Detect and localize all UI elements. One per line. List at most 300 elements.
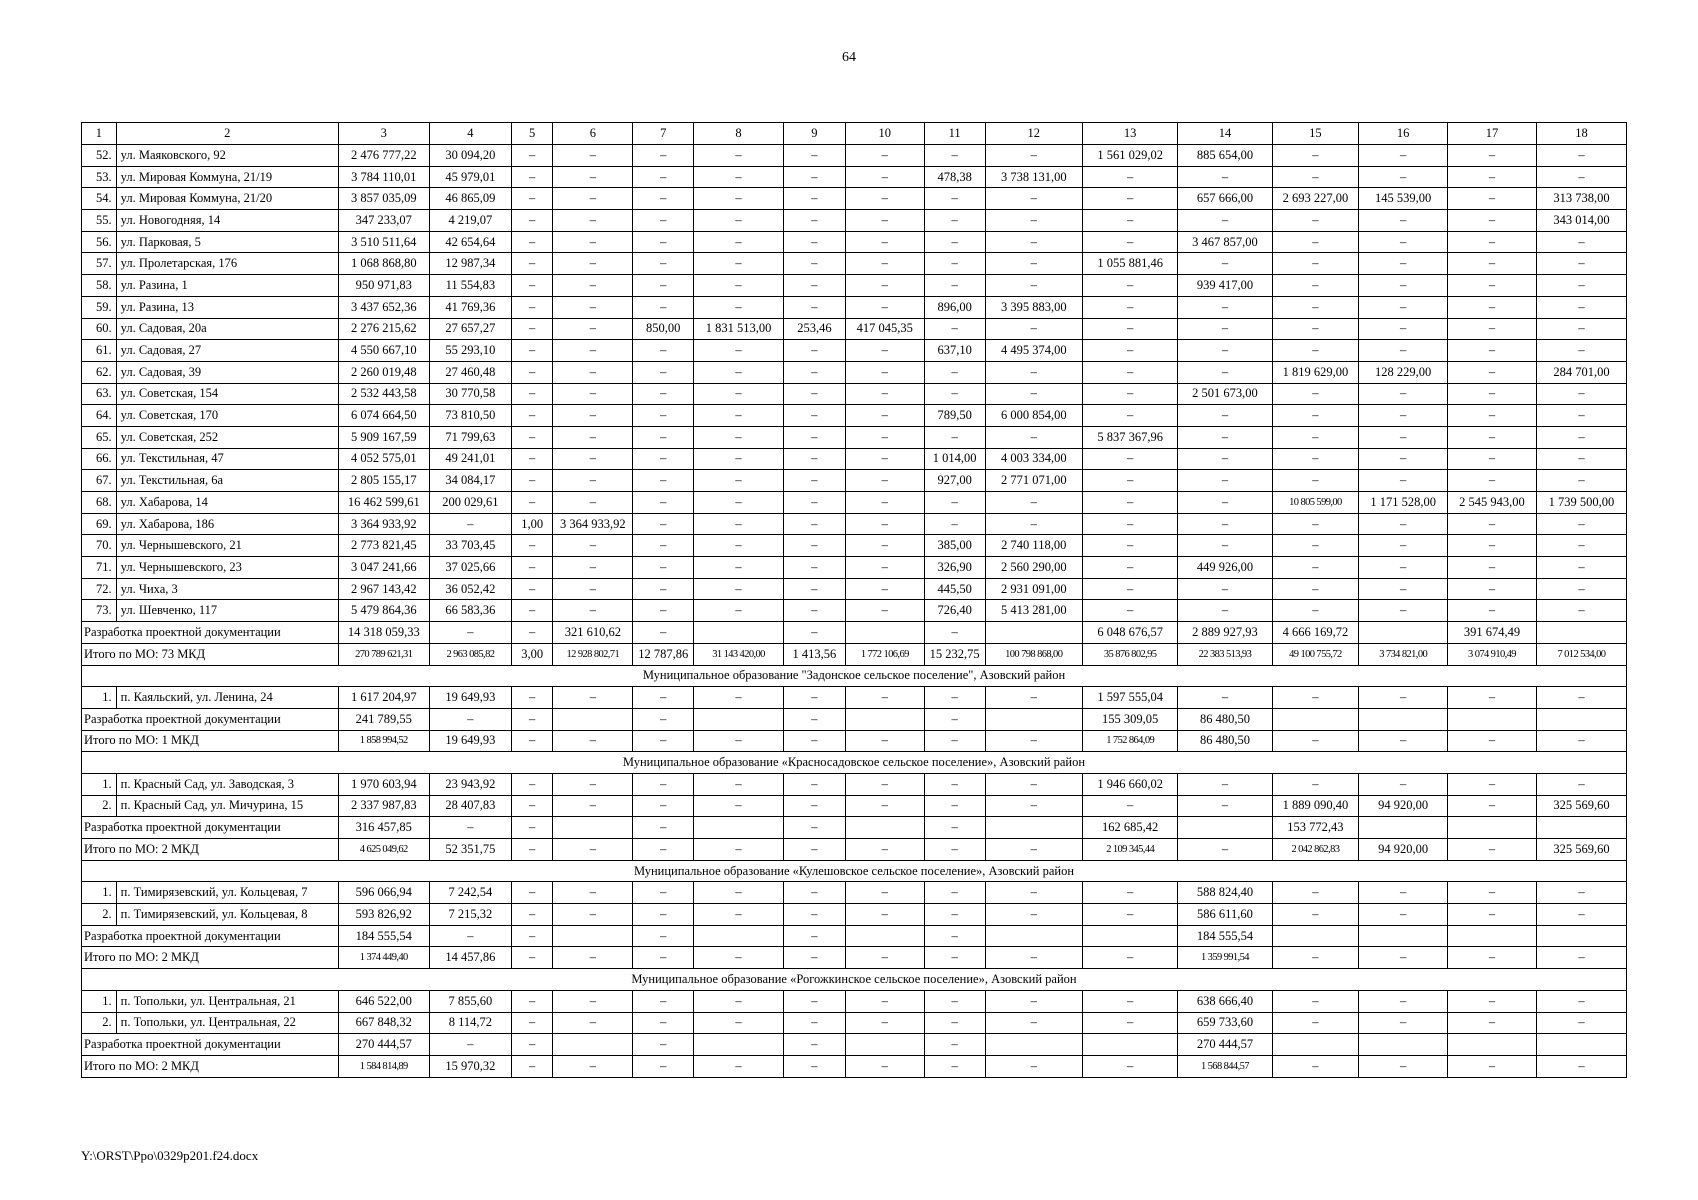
value-cell: – <box>1448 470 1537 492</box>
value-cell: – <box>924 925 985 947</box>
value-cell: – <box>553 383 633 405</box>
value-cell: – <box>553 600 633 622</box>
value-cell <box>553 925 633 947</box>
address: ул. Садовая, 39 <box>116 361 338 383</box>
value-cell: – <box>845 426 924 448</box>
value-cell: 19 649,93 <box>429 687 511 709</box>
value-cell: – <box>784 1012 846 1034</box>
row-number: 2. <box>82 795 117 817</box>
value-cell: – <box>845 1055 924 1077</box>
value-cell: – <box>694 296 784 318</box>
value-cell: – <box>784 210 846 232</box>
value-cell: 2 109 345,44 <box>1083 839 1178 861</box>
column-header: 12 <box>985 123 1083 145</box>
value-cell <box>694 1034 784 1056</box>
address: ул. Новогодняя, 14 <box>116 210 338 232</box>
value-cell: – <box>553 839 633 861</box>
value-cell: – <box>784 253 846 275</box>
value-cell: – <box>512 882 553 904</box>
value-cell: 71 799,63 <box>429 426 511 448</box>
section-row <box>82 860 1627 882</box>
value-cell: – <box>784 492 846 514</box>
value-cell: – <box>1083 492 1178 514</box>
value-cell: – <box>845 361 924 383</box>
summary-label: Разработка проектной документации <box>82 622 339 644</box>
value-cell: – <box>1083 231 1178 253</box>
value-cell: 5 479 864,36 <box>338 600 429 622</box>
value-cell: – <box>633 839 694 861</box>
value-cell: – <box>694 904 784 926</box>
value-cell: – <box>553 231 633 253</box>
summary-row <box>82 1055 1627 1077</box>
value-cell: 2 276 215,62 <box>338 318 429 340</box>
column-header: 5 <box>512 123 553 145</box>
value-cell: – <box>694 361 784 383</box>
value-cell <box>553 1034 633 1056</box>
value-cell: – <box>1536 253 1626 275</box>
value-cell: – <box>429 708 511 730</box>
value-cell: – <box>1359 210 1448 232</box>
value-cell: 12 928 802,71 <box>553 643 633 665</box>
value-cell: – <box>1448 990 1537 1012</box>
value-cell: 2 967 143,42 <box>338 578 429 600</box>
value-cell: – <box>512 535 553 557</box>
value-cell: 162 685,42 <box>1083 817 1178 839</box>
value-cell: – <box>784 145 846 167</box>
value-cell: – <box>924 904 985 926</box>
address: ул. Советская, 170 <box>116 405 338 427</box>
table-row <box>82 470 1627 492</box>
table-body <box>82 123 1627 1078</box>
value-cell: – <box>1359 340 1448 362</box>
value-cell: 2 773 821,45 <box>338 535 429 557</box>
value-cell: – <box>694 600 784 622</box>
value-cell: – <box>1359 557 1448 579</box>
value-cell: – <box>633 210 694 232</box>
value-cell: 1 171 528,00 <box>1359 492 1448 514</box>
value-cell: – <box>1536 557 1626 579</box>
value-cell: 7 855,60 <box>429 990 511 1012</box>
column-header: 15 <box>1272 123 1359 145</box>
value-cell: – <box>985 773 1083 795</box>
value-cell: 12 987,34 <box>429 253 511 275</box>
value-cell: – <box>1359 578 1448 600</box>
column-header: 2 <box>116 123 338 145</box>
value-cell: 325 569,60 <box>1536 795 1626 817</box>
value-cell: – <box>1536 535 1626 557</box>
value-cell: – <box>985 882 1083 904</box>
value-cell: – <box>1448 405 1537 427</box>
value-cell <box>845 925 924 947</box>
value-cell: 2 805 155,17 <box>338 470 429 492</box>
value-cell: 2 889 927,93 <box>1178 622 1272 644</box>
value-cell: – <box>1272 600 1359 622</box>
summary-row <box>82 839 1627 861</box>
value-cell: – <box>924 773 985 795</box>
value-cell: – <box>512 730 553 752</box>
summary-row <box>82 730 1627 752</box>
column-header: 6 <box>553 123 633 145</box>
value-cell: – <box>924 210 985 232</box>
value-cell: 128 229,00 <box>1359 361 1448 383</box>
value-cell: – <box>845 166 924 188</box>
value-cell: – <box>1536 990 1626 1012</box>
value-cell: – <box>1359 535 1448 557</box>
value-cell: – <box>784 839 846 861</box>
value-cell: – <box>924 1055 985 1077</box>
value-cell: – <box>1359 773 1448 795</box>
value-cell: – <box>1448 296 1537 318</box>
value-cell: – <box>924 708 985 730</box>
value-cell: – <box>1536 904 1626 926</box>
value-cell: – <box>784 166 846 188</box>
row-number: 58. <box>82 275 117 297</box>
value-cell: – <box>784 470 846 492</box>
value-cell: – <box>784 275 846 297</box>
value-cell: 3 047 241,66 <box>338 557 429 579</box>
value-cell: – <box>1178 361 1272 383</box>
address: ул. Мировая Коммуна, 21/20 <box>116 188 338 210</box>
table-row <box>82 383 1627 405</box>
row-number: 52. <box>82 145 117 167</box>
value-cell: – <box>694 166 784 188</box>
value-cell: 86 480,50 <box>1178 708 1272 730</box>
summary-row <box>82 817 1627 839</box>
value-cell: 42 654,64 <box>429 231 511 253</box>
value-cell: 2 337 987,83 <box>338 795 429 817</box>
value-cell: – <box>1448 253 1537 275</box>
value-cell: – <box>985 513 1083 535</box>
value-cell <box>694 708 784 730</box>
value-cell: – <box>985 253 1083 275</box>
value-cell: 3 364 933,92 <box>553 513 633 535</box>
value-cell: – <box>1536 296 1626 318</box>
table-row <box>82 231 1627 253</box>
value-cell: – <box>633 383 694 405</box>
table-row <box>82 296 1627 318</box>
value-cell: – <box>1178 535 1272 557</box>
value-cell: 30 094,20 <box>429 145 511 167</box>
value-cell: – <box>633 600 694 622</box>
value-cell: 86 480,50 <box>1178 730 1272 752</box>
value-cell: – <box>1448 188 1537 210</box>
value-cell: – <box>1178 470 1272 492</box>
value-cell: 3 074 910,49 <box>1448 643 1537 665</box>
row-number: 53. <box>82 166 117 188</box>
value-cell: – <box>1448 600 1537 622</box>
value-cell: 4 003 334,00 <box>985 448 1083 470</box>
value-cell: 2 545 943,00 <box>1448 492 1537 514</box>
value-cell: – <box>1272 947 1359 969</box>
value-cell: – <box>1448 340 1537 362</box>
value-cell: – <box>845 492 924 514</box>
value-cell <box>845 817 924 839</box>
value-cell: 417 045,35 <box>845 318 924 340</box>
value-cell: 155 309,05 <box>1083 708 1178 730</box>
value-cell <box>1536 708 1626 730</box>
address: ул. Текстильная, 47 <box>116 448 338 470</box>
value-cell: – <box>1272 145 1359 167</box>
value-cell <box>1178 817 1272 839</box>
value-cell: – <box>1083 990 1178 1012</box>
table-row <box>82 557 1627 579</box>
value-cell: 28 407,83 <box>429 795 511 817</box>
summary-label: Итого по МО: 73 МКД <box>82 643 339 665</box>
value-cell: – <box>512 947 553 969</box>
summary-label: Итого по МО: 2 МКД <box>82 947 339 969</box>
value-cell: – <box>784 383 846 405</box>
value-cell: – <box>924 730 985 752</box>
value-cell: – <box>924 513 985 535</box>
value-cell: – <box>1359 253 1448 275</box>
value-cell: 593 826,92 <box>338 904 429 926</box>
value-cell: – <box>633 904 694 926</box>
value-cell: – <box>633 578 694 600</box>
value-cell: – <box>784 405 846 427</box>
value-cell: – <box>1448 882 1537 904</box>
value-cell: – <box>429 1034 511 1056</box>
value-cell: – <box>1178 318 1272 340</box>
value-cell: 3 395 883,00 <box>985 296 1083 318</box>
value-cell: – <box>1083 600 1178 622</box>
value-cell: – <box>553 340 633 362</box>
value-cell: – <box>1272 275 1359 297</box>
value-cell: 726,40 <box>924 600 985 622</box>
value-cell: 1 014,00 <box>924 448 985 470</box>
value-cell: – <box>512 904 553 926</box>
value-cell: 3 364 933,92 <box>338 513 429 535</box>
value-cell: 1 617 204,97 <box>338 687 429 709</box>
value-cell: – <box>429 513 511 535</box>
value-cell: – <box>694 253 784 275</box>
value-cell: 4 625 049,62 <box>338 839 429 861</box>
table-row <box>82 361 1627 383</box>
value-cell: – <box>1272 383 1359 405</box>
value-cell: 3 857 035,09 <box>338 188 429 210</box>
value-cell: – <box>553 253 633 275</box>
value-cell: – <box>633 448 694 470</box>
value-cell: – <box>1359 904 1448 926</box>
value-cell: 4 495 374,00 <box>985 340 1083 362</box>
value-cell: 4 550 667,10 <box>338 340 429 362</box>
address: п. Каяльский, ул. Ленина, 24 <box>116 687 338 709</box>
value-cell: – <box>1536 773 1626 795</box>
column-header: 9 <box>784 123 846 145</box>
value-cell: 19 649,93 <box>429 730 511 752</box>
value-cell: 927,00 <box>924 470 985 492</box>
value-cell: – <box>1272 513 1359 535</box>
value-cell: – <box>694 839 784 861</box>
value-cell <box>845 622 924 644</box>
value-cell: – <box>985 426 1083 448</box>
value-cell: – <box>1448 318 1537 340</box>
value-cell: – <box>512 600 553 622</box>
value-cell: 241 789,55 <box>338 708 429 730</box>
value-cell <box>1536 1034 1626 1056</box>
value-cell: – <box>1448 231 1537 253</box>
value-cell: – <box>985 1055 1083 1077</box>
row-number: 73. <box>82 600 117 622</box>
value-cell: – <box>845 275 924 297</box>
value-cell <box>1448 925 1537 947</box>
value-cell: – <box>512 817 553 839</box>
value-cell: 270 444,57 <box>338 1034 429 1056</box>
value-cell: 1 772 106,69 <box>845 643 924 665</box>
value-cell: 2 042 862,83 <box>1272 839 1359 861</box>
value-cell: – <box>1178 513 1272 535</box>
value-cell: – <box>694 557 784 579</box>
value-cell: – <box>1272 1055 1359 1077</box>
value-cell: 3,00 <box>512 643 553 665</box>
value-cell <box>1536 817 1626 839</box>
value-cell: – <box>784 296 846 318</box>
value-cell: – <box>633 296 694 318</box>
address: ул. Советская, 154 <box>116 383 338 405</box>
value-cell: – <box>694 340 784 362</box>
table-row <box>82 882 1627 904</box>
value-cell: – <box>553 947 633 969</box>
value-cell: – <box>1448 210 1537 232</box>
value-cell: 325 569,60 <box>1536 839 1626 861</box>
value-cell: – <box>1448 513 1537 535</box>
value-cell: – <box>1448 383 1537 405</box>
value-cell: – <box>1178 166 1272 188</box>
value-cell: – <box>429 925 511 947</box>
value-cell: – <box>1536 426 1626 448</box>
value-cell: – <box>1448 795 1537 817</box>
value-cell: 73 810,50 <box>429 405 511 427</box>
value-cell: – <box>1359 426 1448 448</box>
table-row <box>82 578 1627 600</box>
header-row <box>82 123 1627 145</box>
value-cell: 3 784 110,01 <box>338 166 429 188</box>
value-cell: – <box>1083 188 1178 210</box>
value-cell: – <box>845 448 924 470</box>
value-cell: – <box>845 188 924 210</box>
row-number: 62. <box>82 361 117 383</box>
value-cell: – <box>924 383 985 405</box>
value-cell: – <box>845 470 924 492</box>
address: ул. Хабарова, 186 <box>116 513 338 535</box>
value-cell: 1 831 513,00 <box>694 318 784 340</box>
value-cell: – <box>1272 166 1359 188</box>
table-row <box>82 904 1627 926</box>
value-cell: – <box>1272 1012 1359 1034</box>
value-cell: 3 510 511,64 <box>338 231 429 253</box>
value-cell: – <box>924 318 985 340</box>
value-cell: – <box>985 318 1083 340</box>
value-cell <box>1272 925 1359 947</box>
value-cell: – <box>1359 145 1448 167</box>
value-cell <box>1359 708 1448 730</box>
value-cell: – <box>512 253 553 275</box>
value-cell: – <box>985 687 1083 709</box>
value-cell: – <box>1083 578 1178 600</box>
value-cell <box>1536 925 1626 947</box>
value-cell: 12 787,86 <box>633 643 694 665</box>
value-cell: – <box>633 622 694 644</box>
value-cell: – <box>784 600 846 622</box>
value-cell: – <box>1083 361 1178 383</box>
value-cell: – <box>633 687 694 709</box>
value-cell: – <box>1448 947 1537 969</box>
value-cell: 321 610,62 <box>553 622 633 644</box>
value-cell: 30 770,58 <box>429 383 511 405</box>
value-cell: 3 437 652,36 <box>338 296 429 318</box>
value-cell: – <box>512 166 553 188</box>
value-cell: 1 858 994,52 <box>338 730 429 752</box>
value-cell <box>553 708 633 730</box>
value-cell: – <box>845 1012 924 1034</box>
value-cell: 1 568 844,57 <box>1178 1055 1272 1077</box>
summary-label: Разработка проектной документации <box>82 817 339 839</box>
value-cell: – <box>694 687 784 709</box>
value-cell: 6 048 676,57 <box>1083 622 1178 644</box>
value-cell: 950 971,83 <box>338 275 429 297</box>
value-cell <box>985 817 1083 839</box>
value-cell: – <box>633 773 694 795</box>
value-cell: – <box>553 361 633 383</box>
value-cell <box>1448 817 1537 839</box>
column-header: 17 <box>1448 123 1537 145</box>
value-cell: – <box>553 296 633 318</box>
value-cell: – <box>845 340 924 362</box>
value-cell: – <box>1272 687 1359 709</box>
value-cell: – <box>1536 166 1626 188</box>
value-cell <box>694 817 784 839</box>
value-cell: – <box>784 361 846 383</box>
value-cell: 284 701,00 <box>1536 361 1626 383</box>
value-cell: 15 232,75 <box>924 643 985 665</box>
value-cell: – <box>553 904 633 926</box>
value-cell: – <box>985 145 1083 167</box>
value-cell <box>985 622 1083 644</box>
value-cell: 14 457,86 <box>429 947 511 969</box>
address: ул. Садовая, 27 <box>116 340 338 362</box>
value-cell: – <box>845 296 924 318</box>
row-number: 66. <box>82 448 117 470</box>
row-number: 55. <box>82 210 117 232</box>
value-cell: – <box>512 231 553 253</box>
value-cell: – <box>512 340 553 362</box>
value-cell: 7 215,32 <box>429 904 511 926</box>
value-cell: – <box>1359 383 1448 405</box>
table-row <box>82 448 1627 470</box>
address: ул. Разина, 13 <box>116 296 338 318</box>
value-cell: 49 100 755,72 <box>1272 643 1359 665</box>
value-cell: – <box>985 904 1083 926</box>
value-cell: 270 789 621,31 <box>338 643 429 665</box>
value-cell: 184 555,54 <box>1178 925 1272 947</box>
value-cell: – <box>1448 275 1537 297</box>
summary-label: Итого по МО: 1 МКД <box>82 730 339 752</box>
value-cell: – <box>553 990 633 1012</box>
value-cell <box>1448 708 1537 730</box>
value-cell: – <box>553 448 633 470</box>
table-row <box>82 492 1627 514</box>
value-cell: – <box>1178 405 1272 427</box>
value-cell: 1 597 555,04 <box>1083 687 1178 709</box>
value-cell: – <box>694 1012 784 1034</box>
column-header: 7 <box>633 123 694 145</box>
section-title: Муниципальное образование «Красносадовское сельское поселение», Азовский район <box>82 752 1627 774</box>
value-cell: 1 413,56 <box>784 643 846 665</box>
value-cell: – <box>985 730 1083 752</box>
value-cell: – <box>1083 340 1178 362</box>
row-number: 59. <box>82 296 117 318</box>
row-number: 67. <box>82 470 117 492</box>
summary-row <box>82 643 1627 665</box>
